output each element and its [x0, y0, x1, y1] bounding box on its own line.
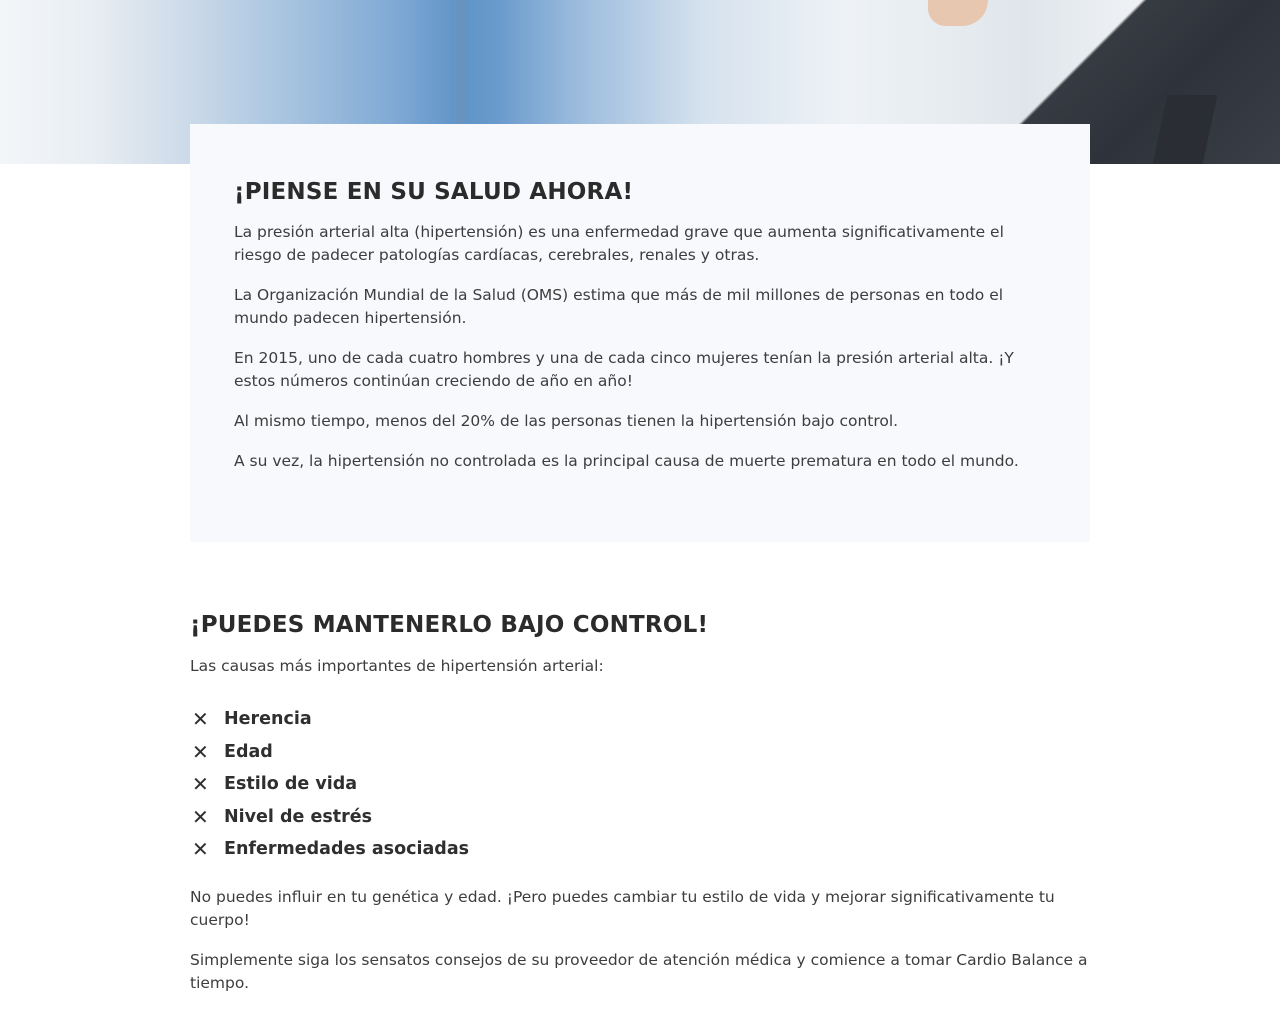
health-info-card — [190, 124, 1090, 542]
card-title: ¡PIENSE EN SU SALUD AHORA! — [234, 179, 634, 205]
hero-image-hand — [928, 0, 988, 26]
list-item — [190, 801, 1090, 834]
list-item — [190, 768, 1090, 801]
card-paragraph: A su vez, la hipertensión no controlada es la principal causa de muerte prematura en todo el mundo. — [234, 452, 1019, 470]
control-section — [190, 612, 1090, 1012]
cause-label: Estilo de vida — [224, 774, 358, 795]
section-title: ¡PUEDES MANTENERLO BAJO CONTROL! — [190, 612, 709, 638]
card-paragraph: En 2015, uno de cada cuatro hombres y una de cada cinco mujeres tenían la presión arterial alta. ¡Y estos números continúan creciendo de año en año! — [234, 349, 1014, 390]
causes-list — [190, 703, 1090, 866]
x-icon: ✕ — [192, 837, 209, 862]
cause-label: Enfermedades asociadas — [224, 839, 470, 860]
section-intro: Las causas más importantes de hipertensión arterial: — [190, 657, 604, 675]
card-paragraph: La presión arterial alta (hipertensión) es una enfermedad grave que aumenta significativamente el riesgo de padecer patologías cardíacas, cerebrales, renales y otras. — [234, 223, 1004, 264]
x-icon: ✕ — [192, 707, 209, 732]
cause-label: Nivel de estrés — [224, 806, 373, 827]
list-item — [190, 736, 1090, 769]
list-item — [190, 833, 1090, 866]
cause-label: Edad — [224, 741, 273, 762]
x-icon: ✕ — [192, 804, 209, 829]
cause-label: Herencia — [224, 709, 312, 730]
card-paragraph: Al mismo tiempo, menos del 20% de las personas tienen la hipertensión bajo control. — [234, 412, 899, 430]
x-icon: ✕ — [192, 739, 209, 764]
card-paragraph: La Organización Mundial de la Salud (OMS) estima que más de mil millones de personas en todo el mundo padecen hipertensión. — [234, 286, 1004, 327]
section-paragraph: Simplemente siga los sensatos consejos de su proveedor de atención médica y comience a tomar Cardio Balance a tiempo. — [190, 950, 1088, 992]
section-paragraph: No puedes influir en tu genética y edad. ¡Pero puedes cambiar tu estilo de vida y mejorar significativamente tu cuerpo! — [190, 887, 1055, 929]
list-item — [190, 703, 1090, 736]
x-icon: ✕ — [192, 772, 209, 797]
